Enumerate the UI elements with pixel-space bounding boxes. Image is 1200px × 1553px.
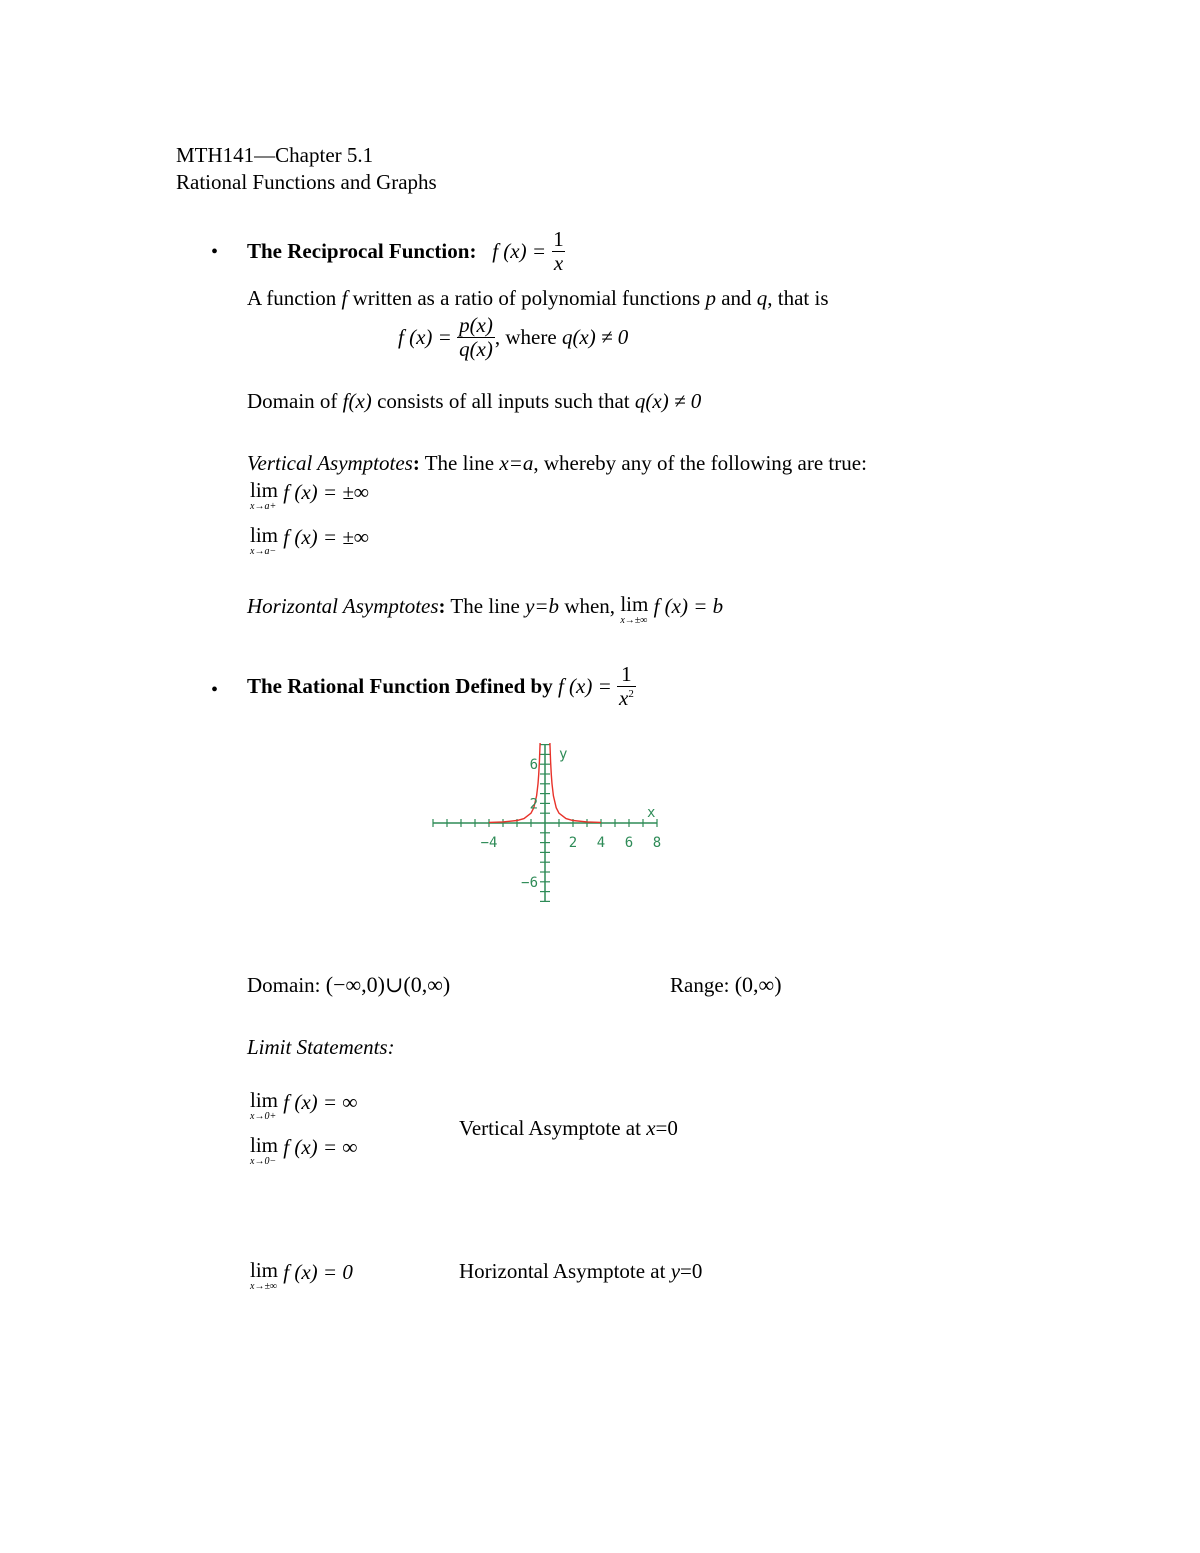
va-limit-2-sub: x→a−	[250, 546, 277, 557]
range-value: (0,∞)	[734, 972, 782, 997]
curve-branch-2	[550, 743, 601, 822]
domain-line	[247, 389, 701, 414]
lim-word: lim	[250, 478, 279, 502]
bullet-2: •	[211, 679, 219, 701]
va-text-b: , whereby any of the following are true:	[533, 451, 867, 475]
limit-3-expr: f (x) = 0	[283, 1260, 353, 1284]
va-limit-1-sub: x→a+	[250, 501, 277, 512]
va-text-eq: x=a	[499, 451, 534, 475]
va-note-a: Vertical Asymptote at	[459, 1116, 647, 1140]
limit-1-expr: f (x) = ∞	[283, 1090, 358, 1114]
domain-a: Domain of	[247, 389, 343, 413]
lim-word: lim	[250, 1088, 279, 1112]
reciprocal-den: x	[553, 251, 564, 276]
def-text-q: q	[756, 286, 768, 310]
limit-2-sub: x→0−	[250, 1156, 277, 1167]
va-limit-1	[250, 480, 369, 512]
y-tick-label: −6	[521, 874, 538, 891]
domain-value: (−∞,0)∪(0,∞)	[325, 972, 451, 997]
rational-formula-fraction	[617, 663, 636, 710]
ratio-lhs: f (x) =	[398, 325, 452, 350]
reciprocal-formula-lhs: f (x) =	[492, 239, 546, 264]
rational-title: The Rational Function Defined by	[247, 674, 553, 699]
y-tick-label: 6	[529, 757, 538, 774]
ratio-den: q(x)	[459, 337, 493, 362]
bullet-1: •	[211, 241, 219, 263]
va-limit-2	[250, 525, 369, 557]
lim-word: lim	[250, 523, 279, 547]
rational-formula-lhs: f (x) =	[557, 674, 612, 699]
domain-f: f(x)	[342, 389, 372, 413]
x-tick-label: −4	[480, 835, 498, 851]
def-text-f: f	[341, 286, 348, 310]
ha-text-a: The line	[445, 594, 526, 618]
limit-2	[250, 1135, 357, 1167]
domain-row	[247, 972, 450, 998]
limit-1-sub: x→0+	[250, 1111, 277, 1122]
va-limit-1-op	[250, 480, 278, 512]
ha-note-c: =0	[680, 1259, 703, 1283]
limit-3-op	[250, 1260, 278, 1292]
ha-text-eq: y=b	[525, 594, 560, 618]
limit-3-sub: x→±∞	[250, 1281, 278, 1292]
rational-num: 1	[621, 662, 632, 686]
va-text-a: The line	[419, 451, 500, 475]
x-tick-label: 6	[624, 835, 634, 851]
def-text-b: written as a ratio of polynomial functions	[347, 286, 706, 310]
reciprocal-title: The Reciprocal Function:	[247, 239, 477, 264]
va-note-c: =0	[655, 1116, 678, 1140]
definition-line	[247, 286, 829, 311]
domain-label: Domain:	[247, 973, 321, 997]
reciprocal-square-graph	[420, 730, 680, 915]
horizontal-asymptote-note	[459, 1259, 702, 1284]
domain-condition: q(x) ≠ 0	[634, 389, 702, 413]
x-axis-label: x	[647, 805, 656, 821]
ha-note-a: Horizontal Asymptote at	[459, 1259, 671, 1283]
va-limit-2-op	[250, 525, 278, 557]
va-note-b: x	[646, 1116, 656, 1140]
ha-note-b: y	[670, 1259, 681, 1283]
y-tick-label: 2	[529, 796, 538, 813]
va-colon: :	[412, 451, 420, 475]
range-row	[670, 972, 782, 998]
reciprocal-formula-fraction	[551, 228, 566, 275]
def-text-c: and	[715, 286, 757, 310]
graph-labels	[481, 747, 662, 891]
limit-2-op	[250, 1135, 278, 1167]
limit-1	[250, 1090, 357, 1122]
reciprocal-num: 1	[553, 227, 564, 251]
ratio-fraction	[457, 314, 495, 361]
ha-limit-op	[620, 594, 648, 626]
limit-2-expr: f (x) = ∞	[283, 1135, 358, 1159]
page-subtitle: Rational Functions and Graphs	[176, 170, 437, 194]
va-limit-2-expr: f (x) = ±∞	[283, 525, 369, 549]
x-tick-label: 8	[652, 835, 662, 851]
ha-text-b: when,	[559, 594, 621, 618]
ratio-where: , where	[494, 325, 562, 350]
rational-heading	[247, 663, 636, 710]
lim-word: lim	[620, 592, 649, 616]
reciprocal-heading	[247, 228, 566, 275]
def-text-p: p	[705, 286, 716, 310]
x-tick-label: 4	[596, 835, 606, 851]
limit-1-op	[250, 1090, 278, 1122]
course-title: MTH141—Chapter 5.1	[176, 143, 374, 167]
ha-label: Horizontal Asymptotes	[247, 594, 439, 618]
va-label: Vertical Asymptotes	[247, 451, 413, 475]
range-label: Range:	[670, 973, 730, 997]
def-text-a: A function	[247, 286, 342, 310]
graph-axes	[433, 745, 657, 902]
rational-den	[617, 686, 636, 710]
vertical-asymptote-line	[247, 451, 867, 476]
y-axis-label: y	[559, 746, 568, 763]
limit-3	[250, 1260, 353, 1292]
rational-den-exp: 2	[628, 688, 634, 701]
rational-den-x: x	[619, 686, 629, 711]
va-limit-1-expr: f (x) = ±∞	[283, 480, 369, 504]
ha-limit-sub: x→±∞	[620, 615, 648, 626]
ratio-formula	[398, 314, 628, 361]
domain-b: consists of all inputs such that	[371, 389, 635, 413]
limit-statements-heading: Limit Statements:	[247, 1035, 395, 1059]
ratio-num: p(x)	[459, 313, 493, 337]
lim-word: lim	[250, 1133, 279, 1157]
vertical-asymptote-note	[459, 1116, 678, 1141]
x-tick-label: 2	[568, 835, 578, 851]
ha-colon: :	[438, 594, 446, 618]
ha-limit-expr: f (x) = b	[653, 594, 724, 618]
lim-word: lim	[250, 1258, 279, 1282]
def-text-d: , that is	[767, 286, 829, 310]
ratio-condition: q(x) ≠ 0	[561, 325, 629, 350]
horizontal-asymptote-line	[247, 594, 723, 626]
